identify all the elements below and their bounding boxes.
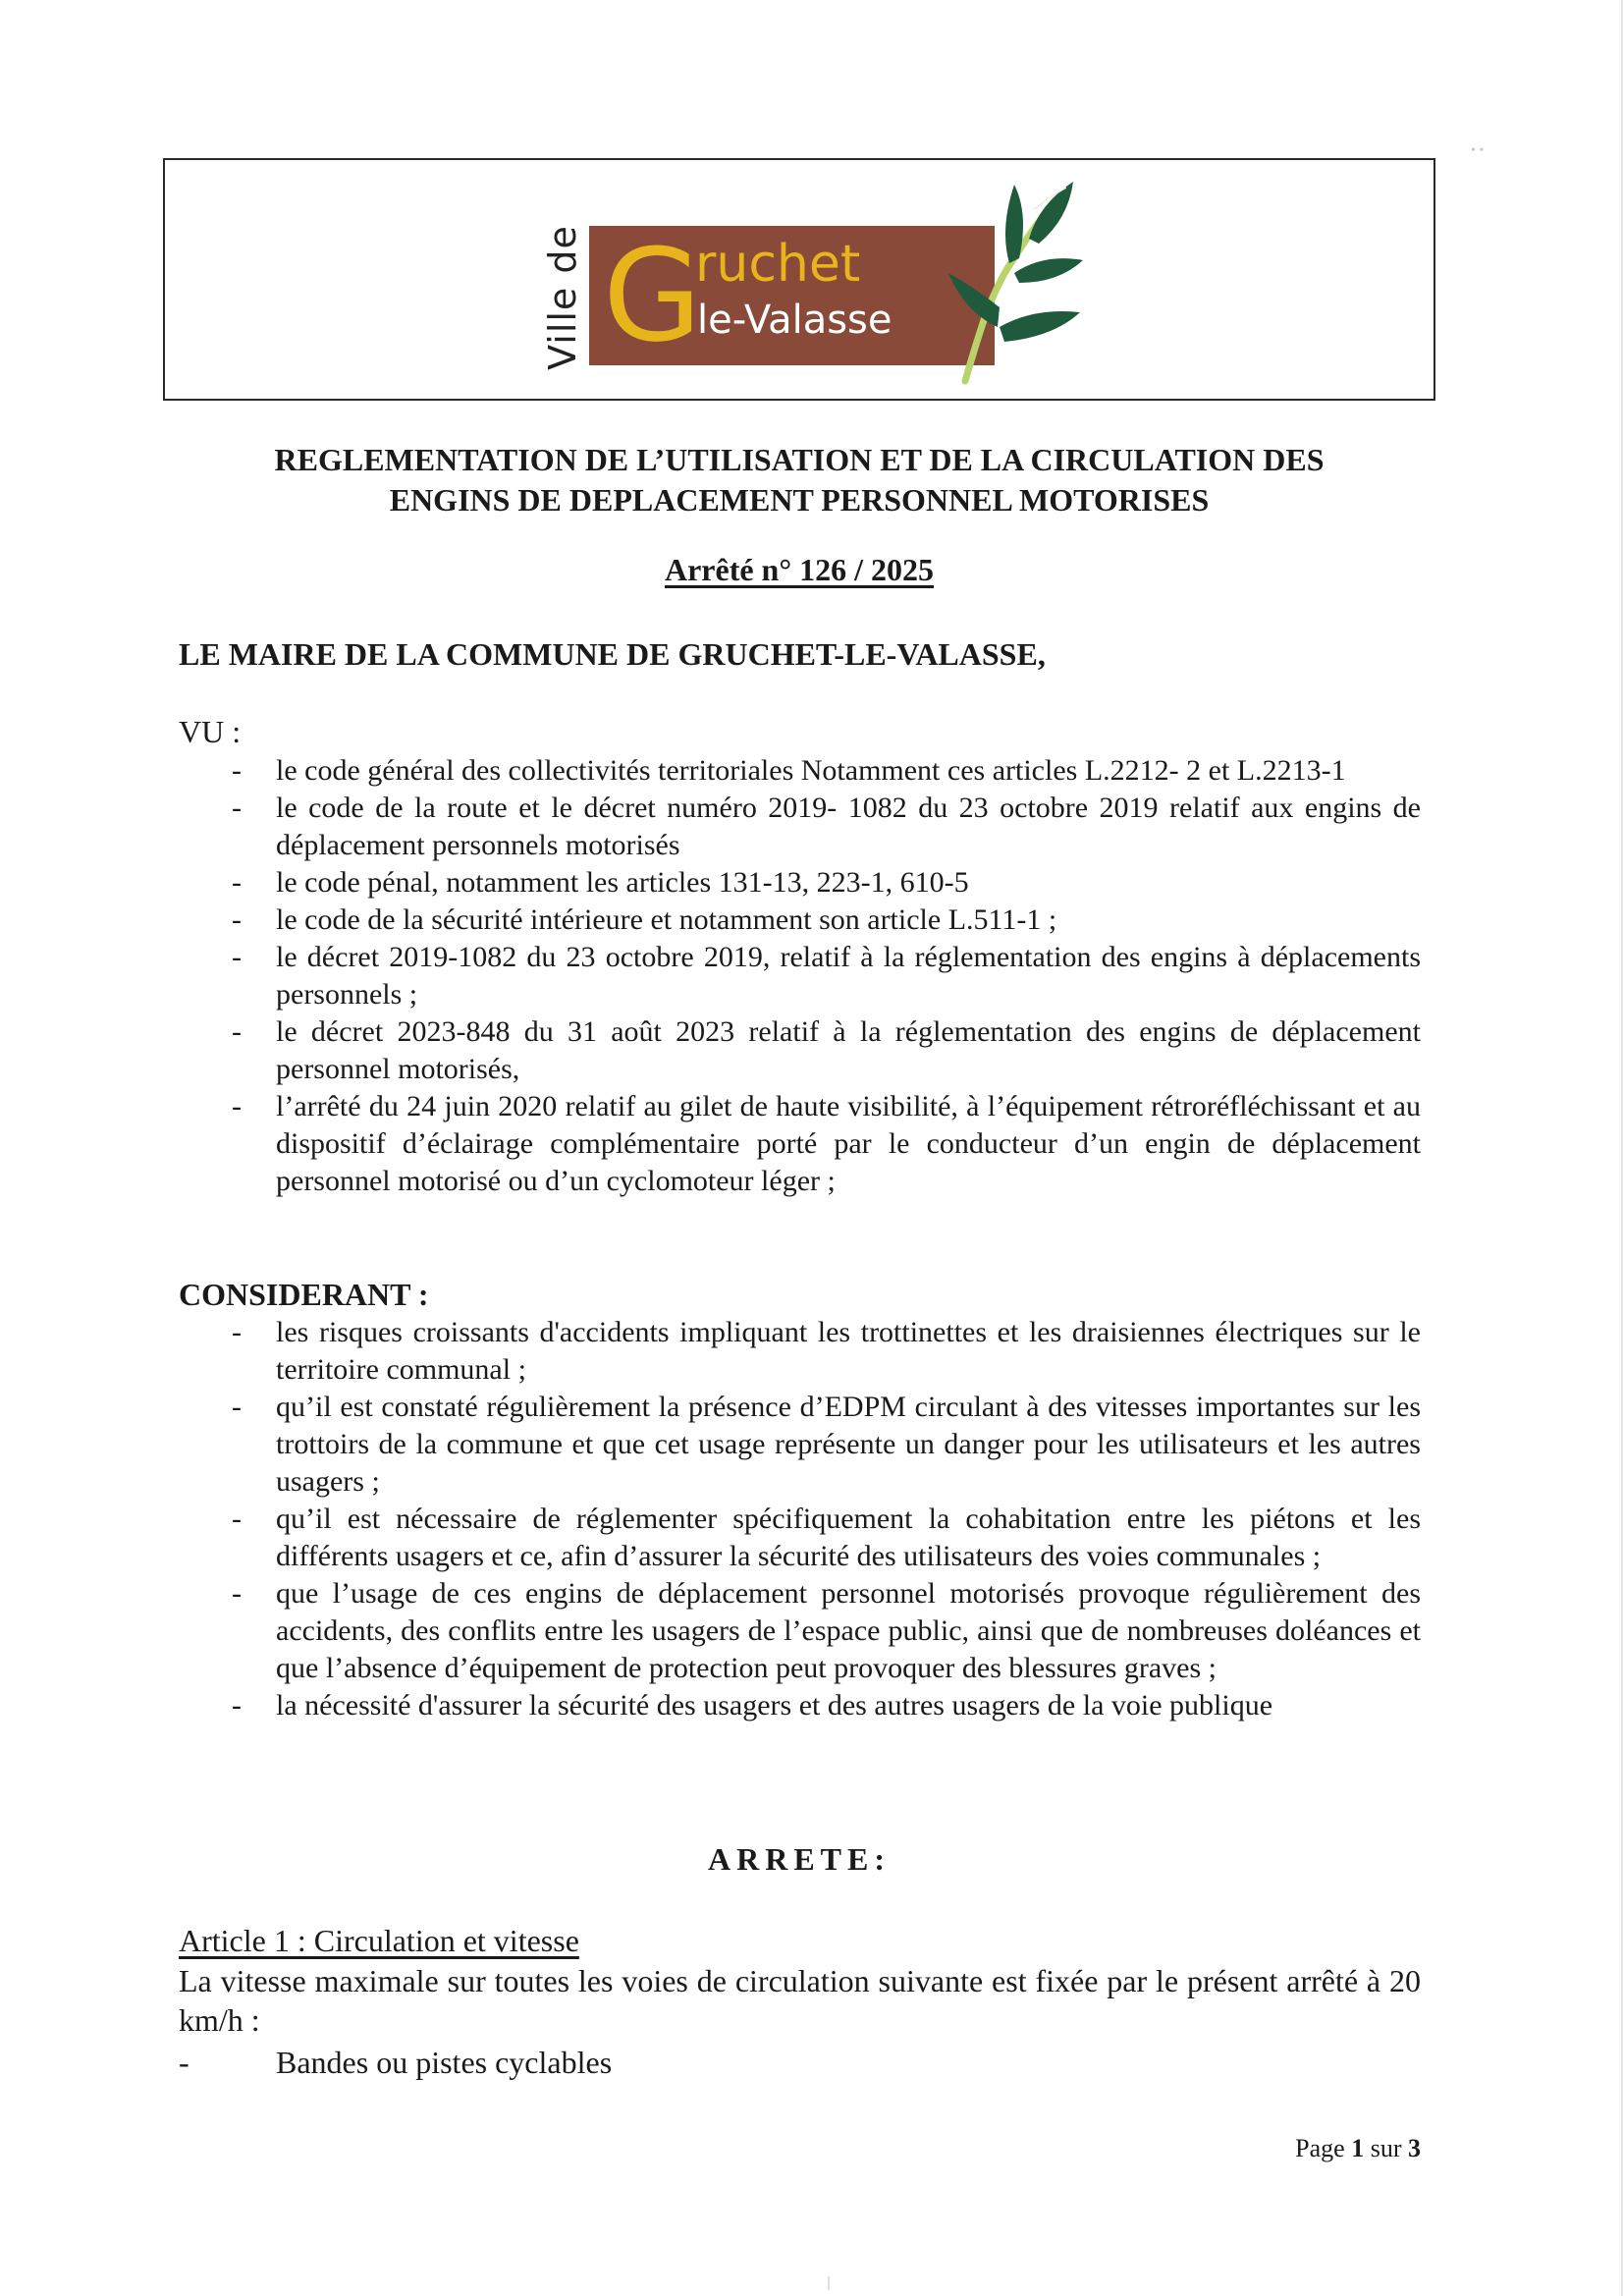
vu-item: - le code de la route et le décret numéro 2019- 1082 du 23 octobre 2019 relatif aux engins de déplacement personnels motorisés: [232, 792, 1421, 861]
document-title-line-2: ENGINS DE DEPLACEMENT PERSONNEL MOTORISES: [389, 482, 1210, 518]
logo-name: ruchet: [695, 235, 861, 294]
vu-item: - l’arrêté du 24 juin 2020 relatif au gilet de haute visibilité, à l’équipement rétroréfléchissant et au dispositif d’éclairage complémentaire porté par le conducteur d’un engin de déplacement personnel motorisé ou d’un cyclomoteur léger ;: [232, 1090, 1421, 1197]
article-1-item: - Bandes ou pistes cyclables: [179, 2045, 613, 2080]
page-number: Page 1 sur 3: [1295, 2134, 1421, 2162]
scan-artifact: [828, 2276, 830, 2290]
town-logo: [538, 180, 1088, 391]
logo-prefix: Ville de: [541, 225, 584, 370]
vu-item: - le décret 2023-848 du 31 août 2023 relatif à la réglementation des engins de déplacement personnel motorisés,: [232, 1015, 1421, 1085]
considerant-item: - qu’il est constaté régulièrement la présence d’EDPM circulant à des vitesses importantes sur les trottoirs de la commune et que cet usage représente un danger pour les utilisateurs et les autres usagers ;: [232, 1391, 1421, 1498]
considerant-item: - les risques croissants d'accidents impliquant les trottinettes et les draisiennes électriques sur le territoire communal ;: [232, 1316, 1421, 1386]
article-1-body: La vitesse maximale sur toutes les voies de circulation suivante est fixée par le présent arrêté à 20 km/h :: [179, 1963, 1421, 2038]
logo-suffix: le-Valasse: [697, 298, 893, 343]
considerant-label: CONSIDERANT :: [179, 1277, 429, 1312]
issuing-authority: LE MAIRE DE LA COMMUNE DE GRUCHET-LE-VALASSE,: [179, 636, 1046, 672]
vu-item: - le décret 2019-1082 du 23 octobre 2019, relatif à la réglementation des engins à déplacements personnels ;: [232, 941, 1421, 1011]
oak-branch-icon: [892, 180, 1088, 391]
considerant-item: - qu’il est nécessaire de réglementer spécifiquement la cohabitation entre les piétons et les différents usagers et ce, afin d’assurer la sécurité des utilisateurs des voies communales ;: [232, 1503, 1421, 1572]
scan-artifact: • •: [1471, 143, 1485, 158]
document-title-line-1: REGLEMENTATION DE L’UTILISATION ET DE LA CIRCULATION DES: [274, 442, 1325, 477]
considerant-list: [179, 1314, 1421, 1724]
article-1-title: Article 1 : Circulation et vitesse: [179, 1923, 579, 1958]
vu-item: - le code général des collectivités territoriales Notamment ces articles L.2212- 2 et L.2213-1: [232, 754, 1346, 787]
arrete-number: Arrêté n° 126 / 2025: [664, 552, 935, 587]
vu-list: [179, 752, 1421, 1200]
vu-label: VU :: [179, 714, 242, 749]
vu-item: - le code de la sécurité intérieure et notamment son article L.511-1 ;: [232, 903, 1057, 936]
decision-heading: ARRETE:: [707, 1841, 891, 1877]
considerant-item: - que l’usage de ces engins de déplacement personnel motorisés provoque régulièrement des accidents, des conflits entre les usagers de l’espace public, ainsi que de nombreuses doléances et que l’absence d’équipement de protection peut provoquer des blessures graves ;: [232, 1577, 1421, 1684]
considerant-item: - la nécessité d'assurer la sécurité des usagers et des autres usagers de la voie publique: [232, 1689, 1273, 1722]
vu-item: - le code pénal, notamment les articles 131-13, 223-1, 610-5: [232, 866, 969, 899]
logo-initial: G: [603, 221, 702, 370]
